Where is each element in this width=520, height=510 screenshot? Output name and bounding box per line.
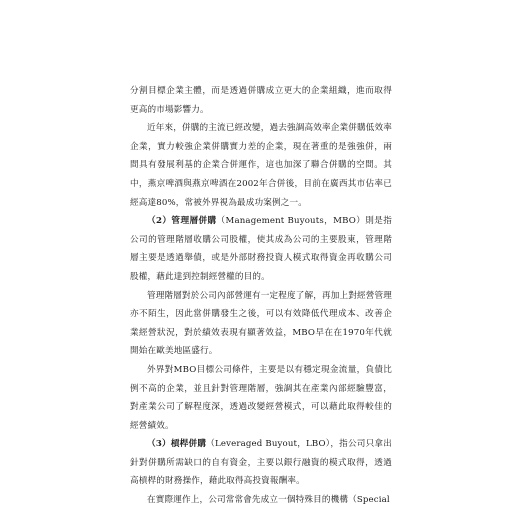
paragraph-text: （Leveraged Buyout，LBO），指公司只拿出針對併購所需缺口的自有資金，主要以銀行融資的模式取得，透過高槓桿的財務操作，藉此取得高投資報酬率。 [130,439,393,487]
paragraph-7 [130,491,392,510]
paragraph-text: 外界對MBO目標公司條件，主要是以有穩定現金流量，負債比例不高的企業，並且針對管理階層，強調其在產業內部經驗豐富，對產業公司了解程度深，透過改變經營模式，可以藉此取得較佳的經營績效。 [130,364,392,431]
paragraph-text: 在實際運作上，公司常常會先成立一個特殊目的機構（Special [147,495,390,506]
paragraph-6 [130,435,392,491]
paragraph-lead: （3）槓桿併購 [147,439,207,450]
paragraph-5 [130,361,392,435]
paragraph-1 [130,82,392,119]
paragraph-4 [130,287,392,361]
document-page [130,82,392,510]
paragraph-text: 分割目標企業主體，而是透過併購成立更大的企業組織，進而取得更高的市場影響力。 [130,86,392,115]
paragraph-lead: （2）管理層併購 [147,216,217,227]
paragraph-text: 近年來，併購的主流已經改變，過去強調高效率企業併購低效率企業，實力較強企業併購實力差的企業，現在著重的是強強併，兩間具有發展利基的企業合併運作，這也加深了聯合併購的空間。其中，燕京啤酒與燕京啤酒在2002年合併後，目前在廣西其市佔率已經高達80%，常被外界視為最成功案例之一。 [130,123,392,208]
paragraph-text: 管理階層對於公司內部營運有一定程度了解，再加上對經營管理亦不陌生，因此當併購發生之後，可以有效降低代理成本、改善企業經營狀況，對於績效表現有顯著效益，MBO早在在1970年代就開始在歐美地區盛行。 [130,290,392,357]
paragraph-3 [130,212,392,286]
paragraph-2 [130,119,392,212]
paragraph-text: （Management Buyouts，MBO）則是指公司的管理階層收購公司股權，使其成為公司的主要股東，管理階層主要是透過舉債，或是外部財務投資人模式取得資金再收購公司股權，藉此達到控制經營權的目的。 [130,216,392,282]
